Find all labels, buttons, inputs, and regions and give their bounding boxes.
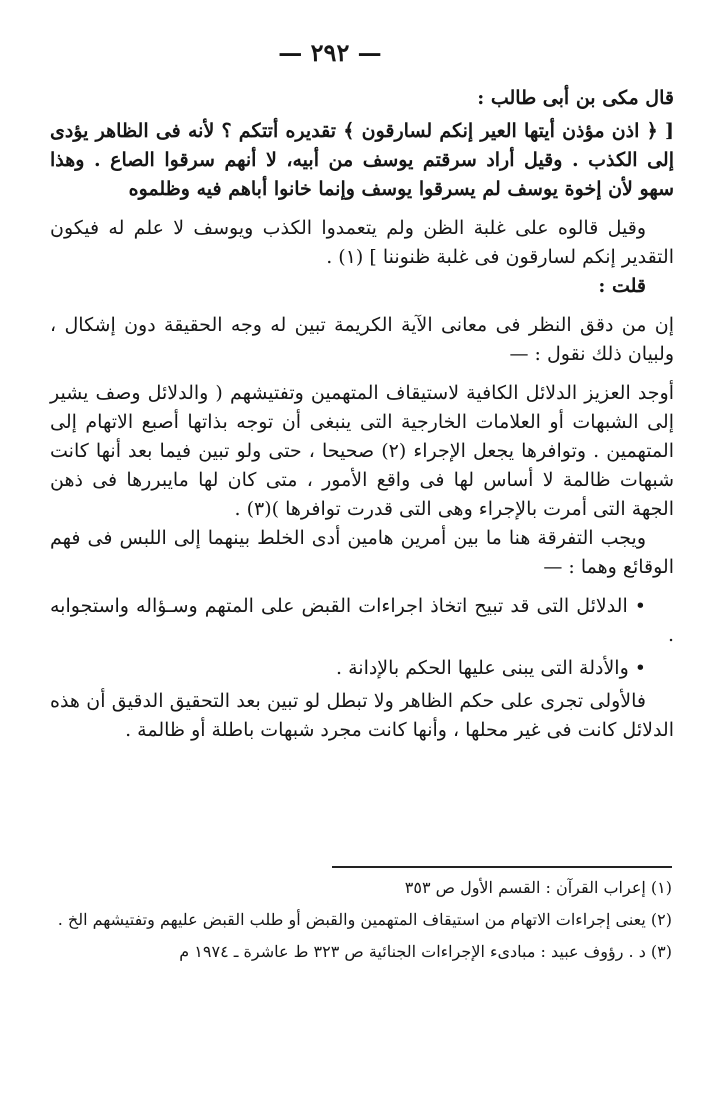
footnote-divider: [332, 866, 672, 868]
paragraph-distinction: ويجب التفرقة هنا ما بين أمرين هامين أدى الخلط بينهما إلى اللبس فى فهم الوقائع وهما : —: [50, 527, 674, 578]
footnote-2: (٢) يعنى إجراءات الاتهام من استيقاف المتهمين والقبض أو طلب القبض عليهم وتفتيشهم الخ .: [57, 910, 672, 929]
paragraph-quote-intro: قال مكى بن أبى طالب :: [477, 87, 674, 109]
list-item-indications: • الدلائل التى قد تبيح اتخاذ اجراءات القبض على المتهم وسـؤاله واستجوابه .: [50, 595, 674, 646]
page-number: — ٢٩٢ —: [278, 38, 382, 67]
paragraph-commentary: إن من دقق النظر فى معانى الآية الكريمة تبين له وجه الحقيقة دون إشكال ، ولبيان ذلك نقول : —: [50, 314, 674, 365]
paragraph-conclusion: فالأولى تجرى على حكم الظاهر ولا تبطل لو تبين بعد التحقيق الدقيق أن هذه الدلائل كانت فى غير محلها ، وأنها كانت مجرد شبهات باطلة أو ظالمة .: [50, 690, 674, 741]
paragraph-evidence: أوجد العزيز الدلائل الكافية لاستيقاف المتهمين وتفتيشهم ( والدلائل وصف يشير إلى الشبهات أو العلامات الخارجية التى ينبغى أن توجه بذاتها أصبع الاتهام إلى المتهمين . وتوافرها يجعل الإجراء (٢) صحيحا ، حتى ولو تبين فيما بعد أنها كانت شبهات ظالمة لا أساس لها فى واقع الأمور ، متى كان لها مايبررها فى ذهن الجهة التى أمرت بالإجراء وهى التى قدرت توافرها )(٣) .: [50, 382, 674, 520]
paragraph-quote-cont: وقيل قالوه على غلبة الظن ولم يتعمدوا الكذب ويوسف لا علم له فيكون التقدير إنكم لسارقون فى غلبة ظنوننا ] (١) .: [50, 217, 674, 268]
footnotes: [52, 874, 672, 970]
footnote-3: (٣) د . رؤوف عبيد : مبادىء الإجراءات الجنائية ص ٣٢٣ ط عاشرة ـ ١٩٧٤ م: [179, 942, 672, 961]
list-item-proofs: • والأدلة التى يبنى عليها الحكم بالإدانة .: [336, 657, 646, 679]
paragraph-quote: [ ﴿ اذن مؤذن أيتها العير إنكم لسارقون ﴾ تقديره أتتكم ؟ لأنه فى الظاهر يؤدى إلى الكذب . وقيل أراد سرقتم يوسف من أبيه، لا أنهم سرقوا الصاع . وهذا سهو لأن إخوة يوسف لم يسرقوا يوسف وإنما خانوا أباهم فيه وظلموه: [50, 120, 674, 200]
main-text: [50, 84, 674, 745]
paragraph-heading-qult: قلت :: [598, 275, 646, 297]
footnote-1: (١) إعراب القرآن : القسم الأول ص ٣٥٣: [404, 878, 672, 897]
